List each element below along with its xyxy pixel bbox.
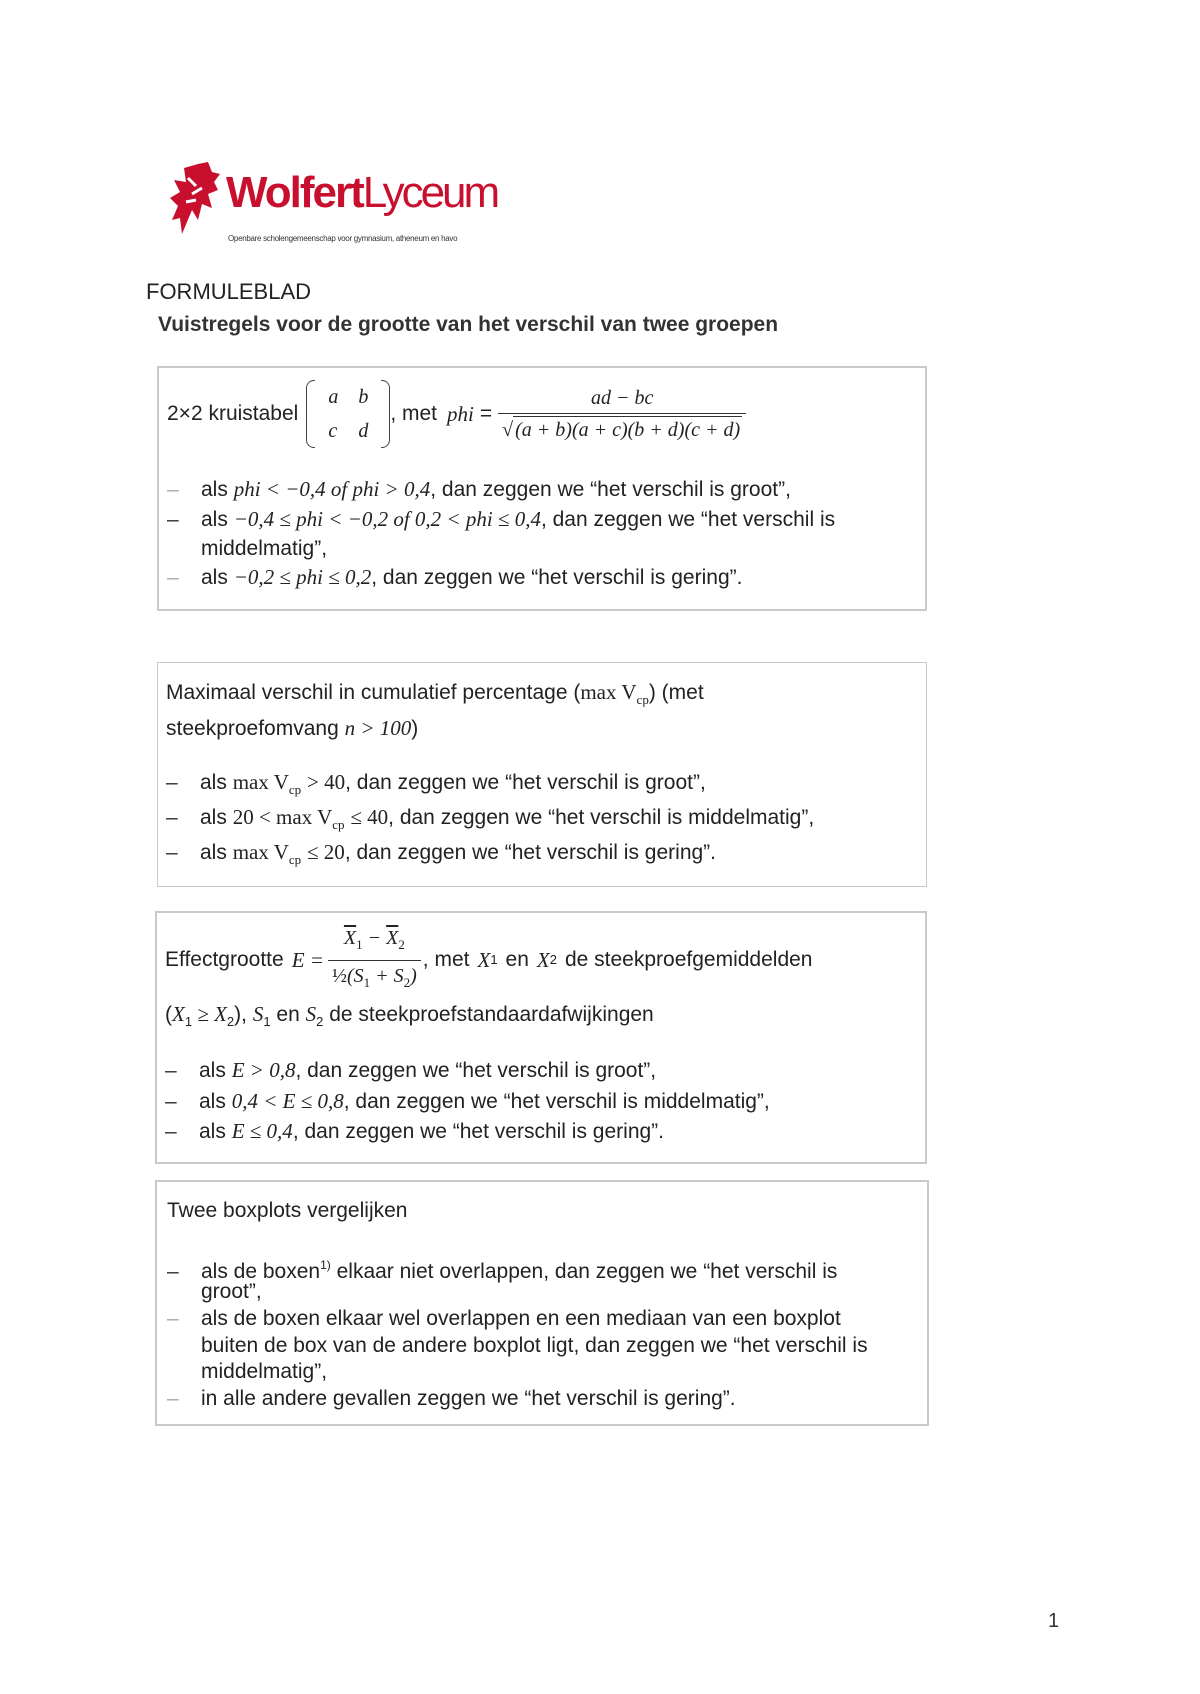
effect-rule-2: – als 0,4 < E ≤ 0,8, dan zeggen we “het verschil is middelmatig”, — [165, 1089, 770, 1113]
vcp-rule-2: – als $20 < \max V_{cp} \le 40$, dan zeggen we “het verschil is middelmatig”, — [166, 805, 815, 832]
document-subtitle: Vuistregels voor de grootte van het verschil van twee groepen — [158, 313, 779, 336]
boxplot-rule-1: – als de boxen$^{1)}$ elkaar niet overlappen, dan zeggen we “het verschil is — [167, 1258, 838, 1283]
vcp-heading-2: steekproefomvang n > 100) — [166, 716, 419, 740]
phi-numerator: ad − bc — [590, 387, 654, 409]
matrix-d: d — [358, 420, 369, 442]
effect-rule-3: – als E ≤ 0,4, dan zeggen we “het verschil is gering”. — [165, 1119, 665, 1143]
vcp-heading-1: Maximaal verschil in cumulatief percentage (max $V_{cp}$) (met — [166, 680, 704, 707]
boxplot-box — [155, 1180, 929, 1426]
max-vcp-box — [157, 662, 927, 887]
phi-rule-2: – als −0,4 ≤ phi < −0,2 of 0,2 < phi ≤ 0,4, dan zeggen we “het verschil is — [167, 507, 836, 531]
phi-denominator: √ (a + b)(a + c)(b + d)(c + d) — [498, 413, 746, 443]
effect-rule-1: – als E > 0,8, dan zeggen we “het verschil is groot”, — [165, 1058, 657, 1082]
equals-sign: = — [479, 402, 493, 425]
boxplot-rule-2-cont1: buiten de box van de andere boxplot ligt, dan zeggen we “het verschil is — [201, 1334, 868, 1357]
kruistabel-label: 2×2 kruistabel — [167, 402, 299, 425]
logo-brand-light: Lyceum — [362, 168, 498, 217]
effect-formula-line: Effectgrootte E = $\frac{\overline{X}_1 - \overline{X}_2}{\frac{1}{2}(S_1 + S_2)}$ , met X 1 en X 2 de steekproefgemiddelden — [165, 927, 812, 993]
matrix-c: c — [328, 420, 338, 442]
boxplot-rule-3: – in alle andere gevallen zeggen we “het verschil is gering”. — [167, 1387, 736, 1410]
effect-fraction: $\frac{\overline{X}_1 - \overline{X}_2}{\frac{1}{2}(S_1 + S_2)}$ — [328, 925, 421, 996]
met-label: , met — [390, 402, 438, 425]
matrix-b: b — [358, 386, 369, 408]
effect-label: Effectgrootte — [165, 948, 284, 971]
phi-symbol: phi — [447, 402, 474, 426]
wolf-logo-icon — [168, 160, 224, 238]
logo — [168, 160, 498, 250]
page-number: 1 — [1048, 1610, 1060, 1632]
logo-brand-bold: Wolfert — [226, 168, 363, 217]
effect-definitions-line: $(X_1 \ge X_2)$, $S_1$ en $S_2$ de steekproefstandaardafwijkingen — [165, 1002, 654, 1029]
logo-tagline: Openbare scholengemeenschap voor gymnasium, atheneum en havo — [228, 234, 458, 243]
vcp-rule-1: – als $\max V_{cp} > 40$, dan zeggen we “het verschil is groot”, — [166, 770, 706, 797]
phi-rule-3: – als −0,2 ≤ phi ≤ 0,2, dan zeggen we “het verschil is gering”. — [167, 565, 743, 589]
phi-formula-line — [167, 384, 746, 444]
document-title: FORMULEBLAD — [146, 279, 312, 304]
boxplot-rule-2-cont2: middelmatig”, — [201, 1360, 328, 1383]
matrix-a: a — [328, 386, 339, 408]
boxplot-rule-1-cont: groot”, — [201, 1280, 262, 1303]
effect-size-box — [155, 911, 927, 1164]
phi-rule-2-cont: middelmatig”, — [201, 537, 328, 560]
phi-box — [157, 366, 927, 611]
phi-rule-1: – als phi < −0,4 of phi > 0,4, dan zeggen we “het verschil is groot”, — [167, 477, 791, 501]
boxplot-rule-2: – als de boxen elkaar wel overlappen en een mediaan van een boxplot — [167, 1307, 841, 1330]
contingency-matrix — [306, 380, 390, 448]
boxplot-heading: Twee boxplots vergelijken — [167, 1199, 408, 1222]
vcp-rule-3: – als $\max V_{cp} \le 20$, dan zeggen we “het verschil is gering”. — [166, 840, 717, 867]
phi-fraction — [498, 385, 746, 443]
